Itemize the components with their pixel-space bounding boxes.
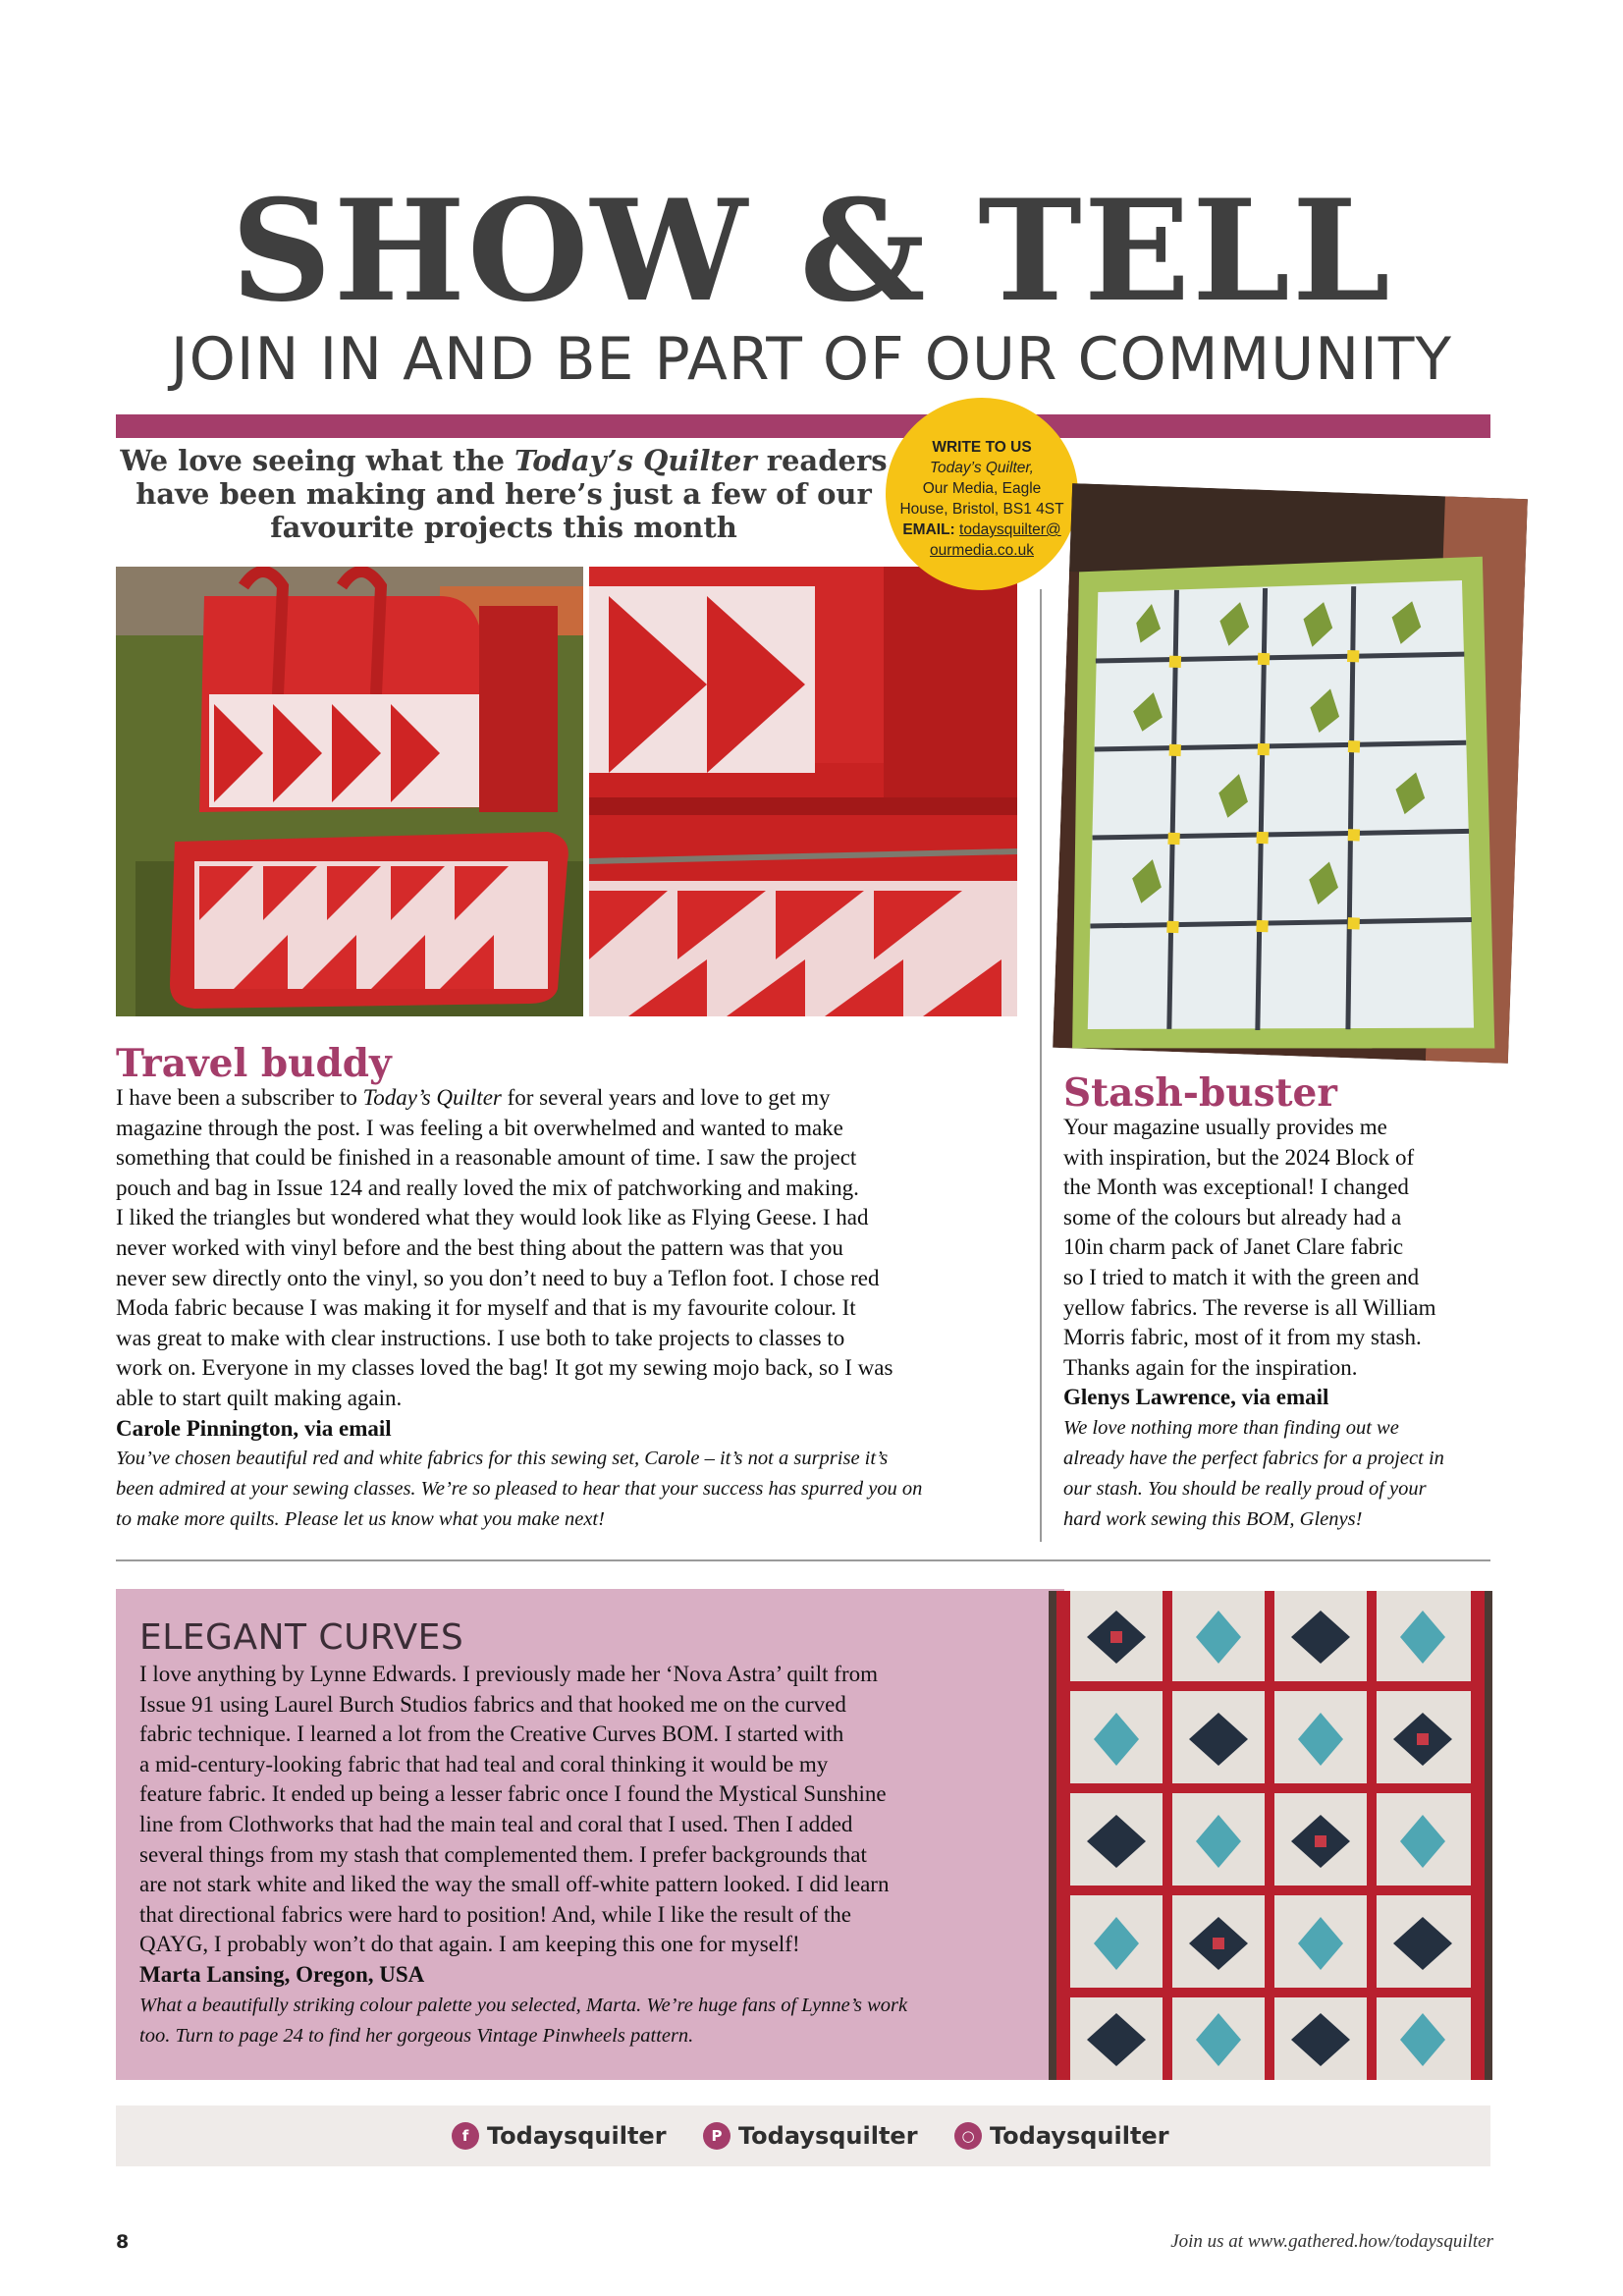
page-number: 8: [116, 2231, 130, 2253]
badge-heading: WRITE TO US: [932, 439, 1032, 456]
instagram-link[interactable]: [954, 2120, 1169, 2152]
travel-bag-photo-left: [116, 567, 583, 1016]
green-quilt-image: [1053, 483, 1528, 1064]
stash-line: some of the colours but already had a: [1063, 1204, 1402, 1230]
stash-buster-quilt-photo: [1053, 483, 1528, 1064]
travel-line: Moda fabric because I was making it for myself and that is my favourite colour. It: [116, 1295, 856, 1321]
footer-url[interactable]: Join us at www.gathered.how/todaysquilter: [1170, 2231, 1493, 2252]
travel-line: pouch and bag in Issue 124 and really loved the mix of patchworking and making.: [116, 1175, 859, 1200]
elegant-curves-author: Marta Lansing, Oregon, USA: [139, 1961, 425, 1987]
elegant-curves-heading: ELEGANT CURVES: [139, 1617, 464, 1658]
pinterest-link[interactable]: [703, 2120, 918, 2152]
travel-line1-post: for several years and love to get my: [501, 1085, 831, 1110]
travel-reply-line: You’ve chosen beautiful red and white fabrics for this sewing set, Carole – it’s not a surprise it’s: [116, 1448, 889, 1470]
bag-closeup-image: [589, 567, 1017, 1016]
section-divider: [116, 1559, 1490, 1561]
travel-buddy-reply: [116, 1444, 1019, 1535]
stash-line: 10in charm pack of Janet Clare fabric: [1063, 1234, 1404, 1260]
curves-reply-line: too. Turn to page 24 to find her gorgeous Vintage Pinwheels pattern.: [139, 2024, 694, 2047]
intro-line1-post: readers: [756, 444, 888, 477]
travel-buddy-body: [116, 1083, 1019, 1414]
curves-line: I love anything by Lynne Edwards. I previously made her ‘Nova Astra’ quilt from: [139, 1662, 879, 1686]
travel-line: I liked the triangles but wondered what they would look like as Flying Geese. I had: [116, 1205, 869, 1230]
travel-reply-line: been admired at your sewing classes. We’re so pleased to hear that your success has spurred you on: [116, 1478, 923, 1501]
travel-line: something that could be finished in a reasonable amount of time. I saw the project: [116, 1145, 857, 1171]
stash-line: yellow fabrics. The reverse is all William: [1063, 1294, 1436, 1320]
travel-line: never worked with vinyl before and the best thing about the pattern was that you: [116, 1234, 843, 1260]
badge-email-link[interactable]: todaysquilter@: [959, 521, 1061, 538]
curves-reply-line: What a beautifully striking colour palette you selected, Marta. We’re huge fans of Lynne’s work: [139, 1994, 908, 2016]
intro-line2: have been making and here’s just a few of our: [135, 477, 872, 511]
curves-line: feature fabric. It ended up being a lesser fabric once I found the Mystical Sunshine: [139, 1781, 887, 1807]
stash-reply-line: already have the perfect fabrics for a project in: [1063, 1447, 1444, 1469]
instagram-handle: Todaysquilter: [990, 2122, 1169, 2150]
column-divider: [1040, 589, 1042, 1542]
travel-buddy-author: Carole Pinnington, via email: [116, 1415, 392, 1441]
travel-buddy-heading: Travel buddy: [116, 1041, 392, 1086]
facebook-link[interactable]: [452, 2120, 667, 2152]
stash-reply-line: our stash. You should be really proud of your: [1063, 1477, 1427, 1500]
curves-line: a mid-century-looking fabric that had teal and coral thinking it would be my: [139, 1751, 829, 1777]
title-rule: [116, 414, 1490, 438]
travel-line: magazine through the post. I was feeling a bit overwhelmed and wanted to make: [116, 1115, 843, 1140]
intro-line1-pre: We love seeing what the: [120, 444, 514, 477]
teal-quilt-image: [1049, 1591, 1492, 2080]
travel-reply-line: to make more quilts. Please let us know what you make next!: [116, 1508, 605, 1531]
elegant-curves-reply: [139, 1991, 1041, 2051]
page-title: SHOW & TELL: [231, 170, 1392, 333]
intro-text: [116, 444, 892, 544]
travel-line: [116, 1083, 1019, 1114]
travel-line: able to start quilt making again.: [116, 1385, 403, 1410]
stash-line: with inspiration, but the 2024 Block of: [1063, 1144, 1415, 1170]
travel-line: never sew directly onto the vinyl, so you don’t need to buy a Teflon foot. I chose red: [116, 1265, 880, 1290]
pinterest-handle: Todaysquilter: [738, 2122, 918, 2150]
badge-email-label: EMAIL:: [902, 521, 955, 538]
stash-line: Morris fabric, most of it from my stash.: [1063, 1325, 1422, 1350]
stash-buster-author: Glenys Lawrence, via email: [1063, 1385, 1329, 1410]
curves-line: QAYG, I probably won’t do that again. I am keeping this one for myself!: [139, 1932, 800, 1957]
facebook-icon: f: [452, 2122, 479, 2150]
travel-line1-mag: Today’s Quilter: [362, 1085, 502, 1110]
intro-magazine-name: Today’s Quilter: [514, 444, 757, 477]
stash-buster-reply: [1063, 1413, 1495, 1535]
page-subtitle: JOIN IN AND BE PART OF OUR COMMUNITY: [170, 325, 1453, 394]
stash-line: so I tried to match it with the green and: [1063, 1264, 1420, 1289]
badge-email-link-cont[interactable]: ourmedia.co.uk: [930, 542, 1034, 559]
stash-reply-line: We love nothing more than finding out we: [1063, 1416, 1399, 1439]
pinterest-icon: P: [703, 2122, 730, 2150]
stash-buster-heading: Stash-buster: [1063, 1070, 1337, 1116]
travel-bag-photo-right: [589, 567, 1017, 1016]
curves-line: Issue 91 using Laurel Burch Studios fabrics and that hooked me on the curved: [139, 1691, 846, 1717]
stash-line: Thanks again for the inspiration.: [1063, 1354, 1358, 1380]
travel-line: was great to make with clear instructions. I use both to take projects to classes to: [116, 1325, 845, 1350]
curves-line: that directional fabrics were hard to position! And, while I like the result of the: [139, 1901, 851, 1927]
travel-buddy-article: [116, 1083, 1019, 1535]
write-to-us-badge: [886, 398, 1078, 590]
curves-line: are not stark white and liked the way the small off-white pattern looked. I did learn: [139, 1872, 890, 1897]
facebook-handle: Todaysquilter: [487, 2122, 667, 2150]
bag-and-pouch-image: [116, 567, 583, 1016]
badge-address-line1: Our Media, Eagle: [922, 480, 1042, 497]
curves-line: line from Clothworks that had the main teal and coral that I used. Then I added: [139, 1811, 853, 1836]
travel-line1-pre: I have been a subscriber to: [116, 1085, 363, 1110]
stash-buster-body: [1063, 1113, 1495, 1383]
badge-address-line2: House, Bristol, BS1 4ST: [899, 501, 1064, 518]
stash-reply-line: hard work sewing this BOM, Glenys!: [1063, 1507, 1363, 1530]
elegant-curves-body: [139, 1660, 1041, 1960]
curves-line: several things from my stash that complemented them. I prefer backgrounds that: [139, 1841, 867, 1867]
travel-line: work on. Everyone in my classes loved the bag! It got my sewing mojo back, so I was: [116, 1355, 893, 1381]
stash-line: Your magazine usually provides me: [1063, 1115, 1387, 1139]
stash-buster-article: [1063, 1113, 1495, 1535]
elegant-curves-article: [139, 1660, 1041, 2051]
intro-line3: favourite projects this month: [270, 511, 737, 544]
stash-line: the Month was exceptional! I changed: [1063, 1175, 1409, 1200]
instagram-icon: ○: [954, 2122, 982, 2150]
badge-magazine: Today’s Quilter,: [930, 460, 1034, 476]
elegant-curves-quilt-photo: [1049, 1591, 1492, 2080]
curves-line: fabric technique. I learned a lot from the Creative Curves BOM. I started with: [139, 1722, 844, 1747]
